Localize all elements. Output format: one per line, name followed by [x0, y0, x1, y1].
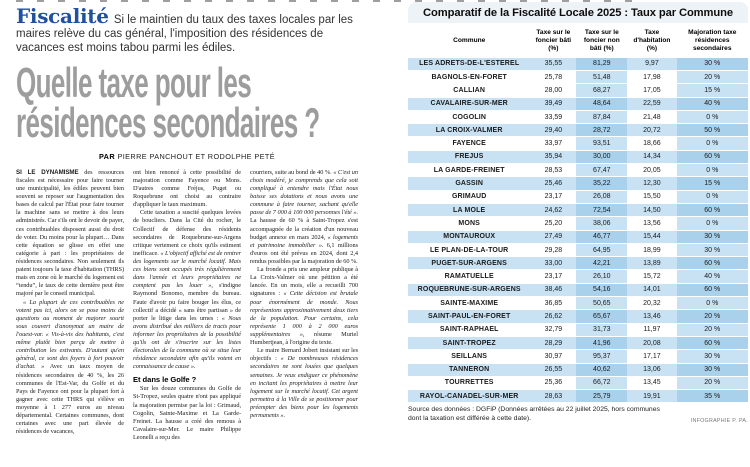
cell-majoration: 30 %: [677, 58, 748, 70]
table-row: [408, 231, 748, 243]
cell-foncier-bati: 36,85: [530, 297, 576, 309]
cell-habitation: 12,30: [627, 177, 676, 189]
table-row: [408, 337, 748, 349]
article-text-segment: 6,1 millions d'euros ont été prévus en 2024, dont 2,4 rendus possibles par la majoration de 60 %.: [250, 241, 358, 266]
cell-foncier-non-bati: 38,06: [576, 217, 627, 229]
article-text-segment: « L'objectif affiché est de rentrer des logements sur le marché locatif. Mais ces biens sont occupés très régulièrement dans l'année et leurs propriétaires ne comptent pas les louer »,: [133, 249, 241, 290]
cell-majoration: 60 %: [677, 337, 748, 349]
cell-habitation: 13,89: [627, 257, 676, 269]
cell-foncier-non-bati: 42,21: [576, 257, 627, 269]
table-row: [408, 164, 748, 176]
cell-majoration: 35 %: [677, 390, 748, 402]
cell-foncier-bati: 33,00: [530, 257, 576, 269]
cell-majoration: 20 %: [677, 324, 748, 336]
cell-foncier-non-bati: 41,96: [576, 337, 627, 349]
cell-foncier-non-bati: 25,79: [576, 390, 627, 402]
cell-foncier-bati: 39,49: [530, 98, 576, 110]
cell-foncier-non-bati: 48,64: [576, 98, 627, 110]
cell-habitation: 14,50: [627, 204, 676, 216]
article-text-segment: La hausse de 60 % à Saint-Tropez s'est accompagnée de la création d'un nouveau budget annexe en mars 2024,: [250, 217, 358, 241]
table-row: [408, 111, 748, 123]
cell-commune: LES ADRETS-DE-L'ESTEREL: [408, 58, 530, 70]
table-row: [408, 257, 748, 269]
cell-foncier-non-bati: 64,95: [576, 244, 627, 256]
table-row: [408, 191, 748, 203]
article-text-segment: résume Muriel Humbertjean, à l'origine du texte.: [250, 331, 358, 347]
cell-habitation: 20,05: [627, 164, 676, 176]
cell-foncier-bati: 28,63: [530, 390, 576, 402]
tax-table: [408, 24, 748, 403]
cell-habitation: 13,46: [627, 310, 676, 322]
cell-foncier-non-bati: 95,37: [576, 350, 627, 362]
table-row: [408, 390, 748, 402]
table-row: [408, 84, 748, 96]
cell-foncier-non-bati: 87,84: [576, 111, 627, 123]
cell-commune: SAINT-RAPHAEL: [408, 324, 530, 336]
article-text-segment: s'indigne Raymond Bonomo, membre du bureau. Faute d'avoir pu faire bouger les élus, ce collectif a décidé « sans être partisan » de porter le litige dans les urnes :: [133, 282, 241, 322]
cell-commune: RAYOL-CANADEL-SUR-MER: [408, 390, 530, 402]
cell-habitation: 13,45: [627, 377, 676, 389]
cell-majoration: 20 %: [677, 310, 748, 322]
cell-foncier-bati: 25,46: [530, 177, 576, 189]
cell-majoration: 20 %: [677, 377, 748, 389]
cell-majoration: 0 %: [677, 111, 748, 123]
cell-foncier-non-bati: 46,77: [576, 231, 627, 243]
cell-foncier-bati: 35,94: [530, 151, 576, 163]
cell-foncier-bati: 25,78: [530, 71, 576, 83]
article-text-segment: Le maire Bernard Jobert insistant sur les objectifs :: [250, 347, 358, 363]
table-row: [408, 377, 748, 389]
cell-foncier-non-bati: 30,00: [576, 151, 627, 163]
cell-foncier-non-bati: 40,62: [576, 364, 627, 376]
column-header-2: Taxe sur le foncier bâti (%): [530, 25, 576, 57]
cell-habitation: 18,99: [627, 244, 676, 256]
article-text-segment: « Nous avons distribué des milliers de tracts pour informer les propriétaires de la possibilité qu'ils ont de s'inscrire sur les listes électorales de la commune où se situe leur résidence secondaire afin qu'ils votent en connaissance de cause ».: [133, 314, 241, 371]
cell-foncier-bati: 28,29: [530, 337, 576, 349]
cell-habitation: 20,32: [627, 297, 676, 309]
source-note: Source des données : DGFiP (Données arrêtées au 22 juillet 2025, hors communes dont la taxation est différée à cette date).: [408, 406, 660, 423]
cell-commune: FREJUS: [408, 151, 530, 163]
table-row: [408, 284, 748, 296]
infographic-credit: INFOGRAPHIE P. PA.: [690, 418, 748, 425]
table-row: [408, 58, 748, 70]
panel-footer: [408, 406, 748, 424]
cell-majoration: 0 %: [677, 297, 748, 309]
article-text-segment: courriers, suite au bond de 40 %.: [250, 168, 334, 176]
article-paragraph: [133, 209, 241, 371]
article-paragraph: [16, 299, 124, 437]
cell-habitation: 15,50: [627, 191, 676, 203]
cell-majoration: 0 %: [677, 137, 748, 149]
cell-commune: MONS: [408, 217, 530, 229]
article-text-segment: « C'est un choix modéré, je comprends que cela soit compliqué à entendre mais l'État nous baisse ses dotations et nous avons une commune à faire tourner, sachant qu'elle passe de 7 000 à 100 000 personnes l'été ».: [250, 168, 358, 217]
article-text-segment: « Cette décision est brutale pour énormément de monde. Nous représentons approximativement deux tiers de la population. Pour certains, cela représente 1 000 à 2 000 euros supplémentaires »,: [250, 290, 358, 339]
cell-commune: PUGET-SUR-ARGENS: [408, 257, 530, 269]
cell-commune: BAGNOLS-EN-FORET: [408, 71, 530, 83]
cell-commune: CALLIAN: [408, 84, 530, 96]
cell-foncier-non-bati: 35,22: [576, 177, 627, 189]
cell-foncier-non-bati: 50,65: [576, 297, 627, 309]
cell-foncier-non-bati: 68,27: [576, 84, 627, 96]
cell-majoration: 40 %: [677, 270, 748, 282]
article-text-segment: Cette taxation a suscité quelques levées de boucliers. Dans la Cité du rocher, le Collectif de défense des résidents secondaires de Roquebrune-sur-Argens critique vertement ce choix qu'ils estiment inefficace.: [133, 209, 241, 257]
cell-majoration: 60 %: [677, 257, 748, 269]
cell-foncier-non-bati: 26,08: [576, 191, 627, 203]
article-paragraph: [16, 169, 124, 299]
table-row: [408, 270, 748, 282]
cell-foncier-non-bati: 51,48: [576, 71, 627, 83]
cell-commune: SAINTE-MAXIME: [408, 297, 530, 309]
cell-commune: RAMATUELLE: [408, 270, 530, 282]
cell-majoration: 0 %: [677, 164, 748, 176]
cell-commune: SAINT-PAUL-EN-FORET: [408, 310, 530, 322]
cell-commune: LA CROIX-VALMER: [408, 124, 530, 136]
cell-foncier-bati: 25,36: [530, 377, 576, 389]
cell-majoration: 40 %: [677, 98, 748, 110]
cell-commune: GRIMAUD: [408, 191, 530, 203]
cell-foncier-bati: 29,28: [530, 244, 576, 256]
table-row: [408, 137, 748, 149]
byline-prefix: PAR: [98, 151, 116, 161]
cell-foncier-non-bati: 65,67: [576, 310, 627, 322]
cell-habitation: 20,08: [627, 337, 676, 349]
cell-commune: LA MOLE: [408, 204, 530, 216]
cell-commune: ROQUEBRUNE-SUR-ARGENS: [408, 284, 530, 296]
cell-foncier-bati: 28,00: [530, 84, 576, 96]
cell-commune: FAYENCE: [408, 137, 530, 149]
article-text-segment: « De nombreuses résidences secondaires ne sont louées que quelques semaines. Je veux endiguer ce phénomène en incitant les propriétaires à mettre leur logement sur le marché locatif. Cet argent permettra à la Ville de se positionner pour préempter des biens pour les logements permanents ».: [250, 355, 358, 420]
byline: [16, 152, 358, 161]
article-paragraph: [133, 385, 241, 442]
cell-foncier-non-bati: 54,16: [576, 284, 627, 296]
article-text-segment: des ressources fiscales est nécessaire pour faire tourner une municipalité, les édiles peuvent bien souvent se reposer sur l'augmentation des bases de calcul par l'État pour faire tourner la machine sans se mettre à dos leurs administrés. Car s'ils ont le devoir de payer, ces contribuables disposent aussi du droit de voter. Du moins pour la plupart… Dans cette équation se glisse en effet une catégorie à part : les propriétaires de résidences secondaires. Non seulement ils paient toujours la taxe d'habitation (THRS) mais en zone où le marché du logement est “tendu”, le taux de cette dernière peut être majoré par le conseil municipal.: [16, 168, 124, 298]
column-header-3: Taxe sur le foncier non bâti (%): [576, 25, 627, 57]
cell-foncier-bati: 25,20: [530, 217, 576, 229]
article-text-segment: ont bien renoncé à cette possibilité de majoration comme Fayence ou Mons. D'autres comme Fréjus, Puget ou Roquebrune ont choisi au contraire d'appliquer le taux maximum.: [133, 168, 241, 209]
headline-line-2: résidences secondaires ?: [16, 98, 320, 146]
cell-commune: MONTAUROUX: [408, 231, 530, 243]
cell-foncier-bati: 27,49: [530, 231, 576, 243]
cell-majoration: 50 %: [677, 124, 748, 136]
cell-habitation: 21,48: [627, 111, 676, 123]
article-column-1: [16, 169, 124, 467]
cell-commune: SEILLANS: [408, 350, 530, 362]
article-text-segment: « logements et patrimoine immobilier ».: [250, 233, 358, 249]
table-row: [408, 244, 748, 256]
article-text-segment: SI LE DYNAMISME: [16, 168, 79, 176]
table-row: [408, 124, 748, 136]
cell-habitation: 15,72: [627, 270, 676, 282]
cell-habitation: 13,06: [627, 364, 676, 376]
cell-majoration: 30 %: [677, 350, 748, 362]
cell-habitation: 9,97: [627, 58, 676, 70]
infographic-panel: [408, 2, 748, 424]
cell-commune: GASSIN: [408, 177, 530, 189]
cell-foncier-bati: 26,62: [530, 310, 576, 322]
cell-foncier-bati: 24,62: [530, 204, 576, 216]
cell-majoration: 60 %: [677, 204, 748, 216]
table-row: [408, 364, 748, 376]
cell-foncier-non-bati: 67,47: [576, 164, 627, 176]
table-row: [408, 310, 748, 322]
article-paragraph: [250, 347, 358, 420]
table-row: [408, 204, 748, 216]
cell-majoration: 15 %: [677, 177, 748, 189]
article-subhead: Et dans le Golfe ?: [133, 374, 197, 384]
cell-foncier-non-bati: 28,72: [576, 124, 627, 136]
cell-commune: LE PLAN-DE-LA-TOUR: [408, 244, 530, 256]
cell-foncier-bati: 35,55: [530, 58, 576, 70]
column-header-4: Taxe d'habitation (%): [627, 25, 676, 57]
cell-habitation: 17,05: [627, 84, 676, 96]
article-text-segment: La fronde a pris une ampleur publique à La Croix-Valmer où une pétition a été lancée. En un mois, elle a recueilli 700 signatures :: [250, 266, 358, 298]
cell-foncier-bati: 23,17: [530, 191, 576, 203]
cell-majoration: 20 %: [677, 71, 748, 83]
article-text-segment: « La plupart de ces contribuables ne votent pas ici, alors on se pose moins de questions au moment de majorer sourit sous couvert d'anonymat un maire de l'ouest-var. « Vis-à-vis des habitants, c'est même plutôt bien perçu de mettre à contribution les estivants. D'autant qu'en général, ce sont des foyers à fort pouvoir d'achat. »: [16, 298, 124, 371]
cell-habitation: 14,34: [627, 151, 676, 163]
cell-foncier-non-bati: 66,72: [576, 377, 627, 389]
cell-commune: COGOLIN: [408, 111, 530, 123]
cell-foncier-bati: 33,97: [530, 137, 576, 149]
article: [16, 6, 358, 467]
cell-foncier-bati: 26,55: [530, 364, 576, 376]
byline-names: PIERRE PANCHOUT ET RODOLPHE PETÉ: [117, 151, 276, 161]
article-column-3: [250, 169, 358, 467]
cell-foncier-bati: 32,79: [530, 324, 576, 336]
cell-habitation: 18,66: [627, 137, 676, 149]
cell-foncier-bati: 29,40: [530, 124, 576, 136]
cell-commune: SAINT-TROPEZ: [408, 337, 530, 349]
headline: [16, 59, 363, 146]
cell-foncier-non-bati: 72,54: [576, 204, 627, 216]
article-paragraph: [133, 169, 241, 210]
kicker-text: Si le maintien du taux des taxes locales par les maires relève du cas général, l'imposition des résidences de vacances est moins tabou parmi les édiles.: [16, 14, 353, 55]
infographic-title: Comparatif de la Fiscalité Locale 2025 : Taux par Commune: [408, 2, 748, 23]
cell-foncier-bati: 30,97: [530, 350, 576, 362]
table-row: [408, 98, 748, 110]
article-paragraph: [250, 169, 358, 266]
table-row: [408, 71, 748, 83]
cell-habitation: 15,44: [627, 231, 676, 243]
cell-habitation: 14,01: [627, 284, 676, 296]
cell-majoration: 30 %: [677, 231, 748, 243]
cell-habitation: 17,98: [627, 71, 676, 83]
cell-habitation: 13,56: [627, 217, 676, 229]
cell-foncier-bati: 28,53: [530, 164, 576, 176]
cell-majoration: 30 %: [677, 244, 748, 256]
article-text-segment: Avec un taux moyen de résidences secondaires de 40 %, les 26 communes de l'Est-Var, du Golfe et du Pays de Fayence ont pour la plupart fort à gagner avec cette THRS qui s'élève en moyenne à 1 277 euros au niveau départemental. Certaines communes, dont certaines avec une part élevée de résidences de vacances,: [16, 363, 124, 436]
article-column-2: [133, 169, 241, 467]
table-row: [408, 297, 748, 309]
cell-foncier-bati: 38,46: [530, 284, 576, 296]
headline-line-1: Quelle taxe pour les: [16, 59, 252, 107]
table-row: [408, 324, 748, 336]
table-row: [408, 177, 748, 189]
cell-commune: TOURRETTES: [408, 377, 530, 389]
kicker: [16, 6, 358, 55]
kicker-label: Fiscalité: [16, 4, 109, 28]
cell-foncier-non-bati: 26,10: [576, 270, 627, 282]
cell-foncier-non-bati: 81,29: [576, 58, 627, 70]
cell-commune: CAVALAIRE-SUR-MER: [408, 98, 530, 110]
cell-commune: LA GARDE-FREINET: [408, 164, 530, 176]
cell-majoration: 0 %: [677, 217, 748, 229]
column-header-1: Commune: [408, 25, 530, 57]
cell-foncier-bati: 23,17: [530, 270, 576, 282]
cell-foncier-non-bati: 93,51: [576, 137, 627, 149]
column-header-5: Majoration taxe résidences secondaires: [677, 25, 748, 57]
cell-majoration: 30 %: [677, 364, 748, 376]
cell-majoration: 60 %: [677, 151, 748, 163]
cell-foncier-bati: 33,59: [530, 111, 576, 123]
article-columns: [16, 169, 358, 467]
article-text-segment: Sur les douze communes du Golfe de St-Tropez, seules quatre n'ont pas appliqué la majoration permise par la loi : Grimaud, Cogolin, Sainte-Maxime et La Garde-Freinet. La hausse a créé des remous à Cavalaire-sur-Mer. Le maire Philippe Leonelli a reçu des: [133, 385, 241, 441]
article-paragraph: [250, 266, 358, 347]
cell-majoration: 15 %: [677, 84, 748, 96]
cell-majoration: 60 %: [677, 284, 748, 296]
table-row: [408, 217, 748, 229]
table-row: [408, 151, 748, 163]
cell-habitation: 17,17: [627, 350, 676, 362]
cell-foncier-non-bati: 31,73: [576, 324, 627, 336]
cell-majoration: 0 %: [677, 191, 748, 203]
table-row: [408, 350, 748, 362]
table-header-row: [408, 25, 748, 57]
cell-habitation: 22,59: [627, 98, 676, 110]
cell-habitation: 19,91: [627, 390, 676, 402]
cell-commune: TANNERON: [408, 364, 530, 376]
cell-habitation: 20,72: [627, 124, 676, 136]
cell-habitation: 11,97: [627, 324, 676, 336]
